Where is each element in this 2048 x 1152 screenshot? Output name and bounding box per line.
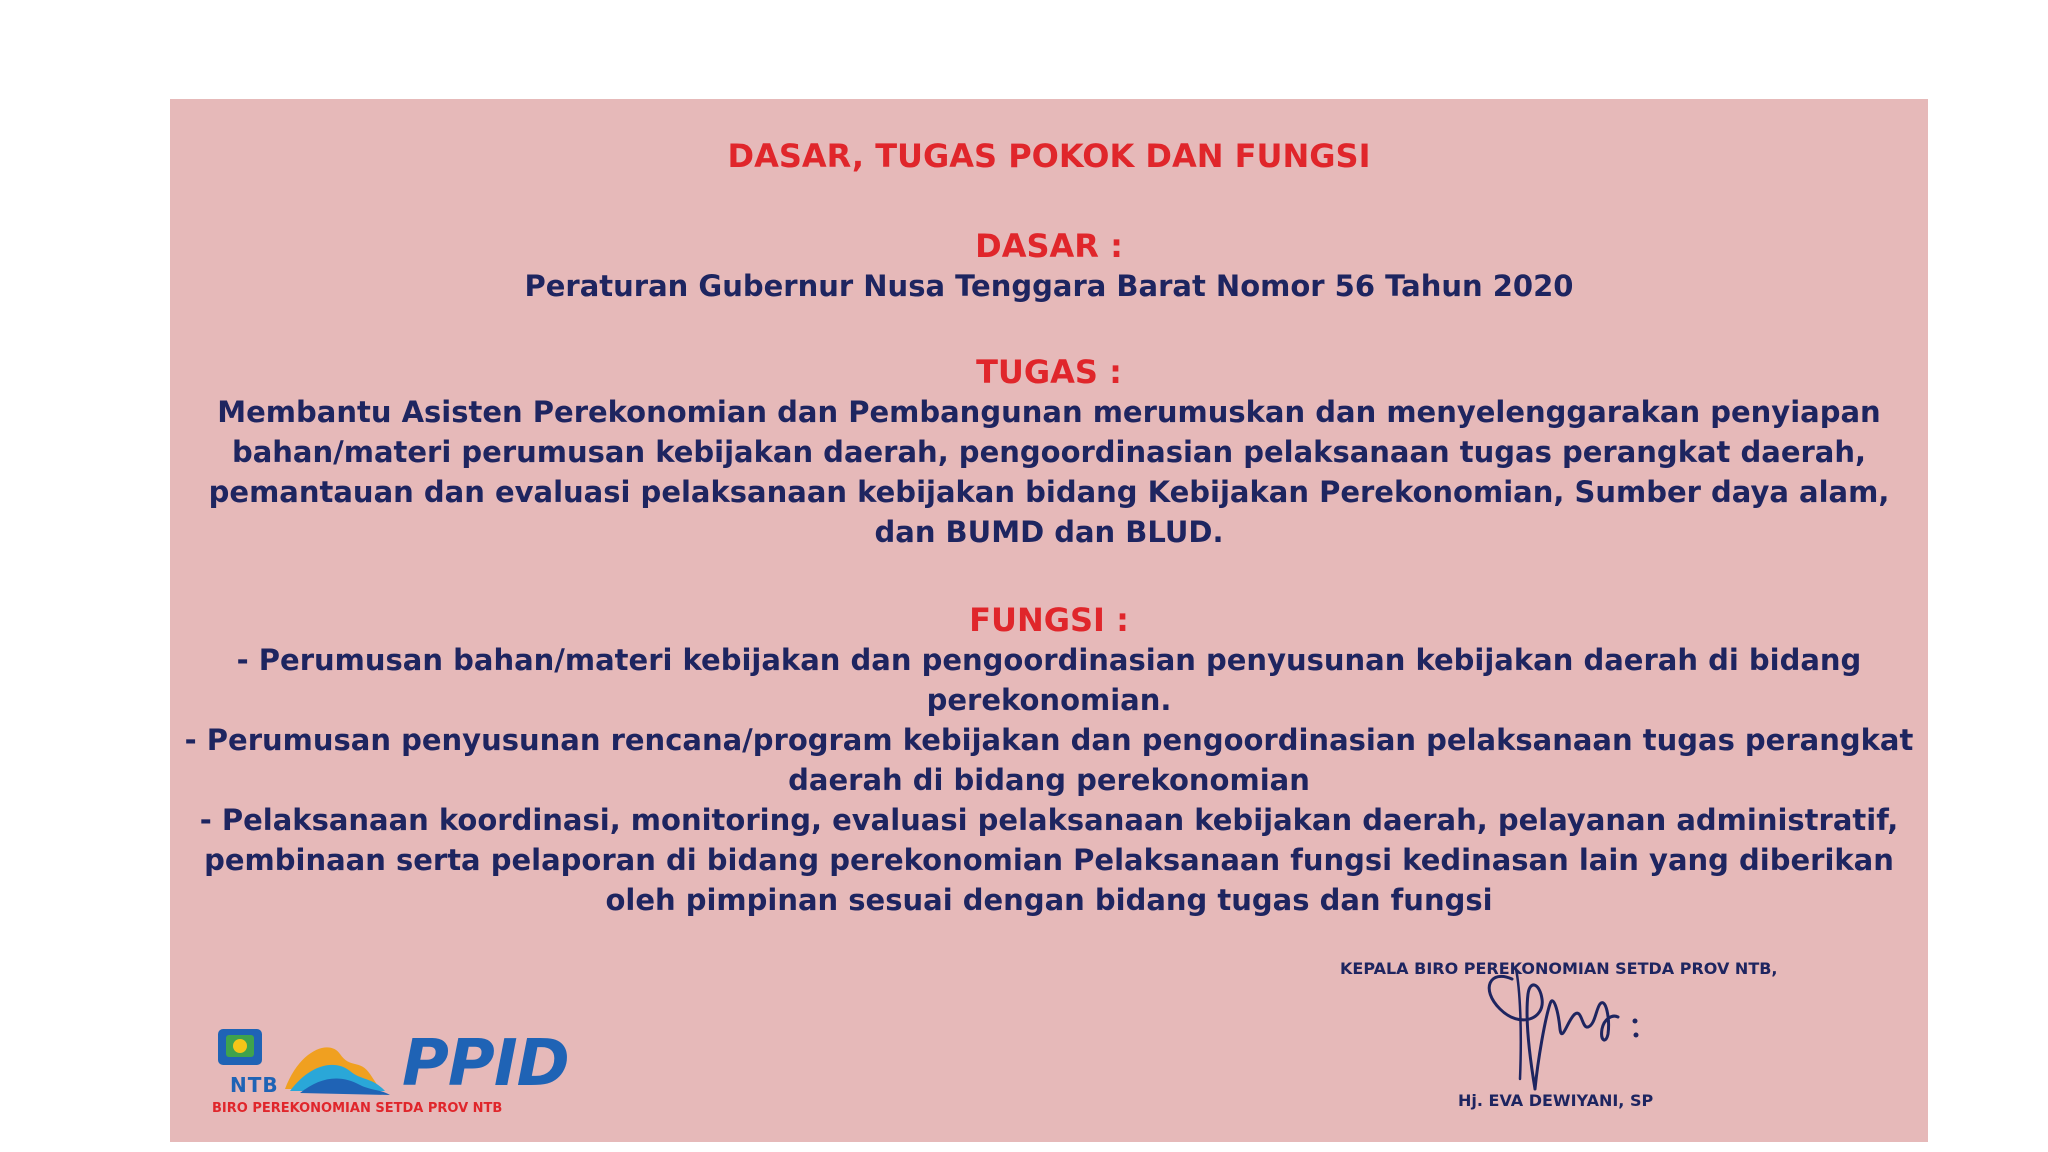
fungsi-line: pembinaan serta pelaporan di bidang perekonomian Pelaksanaan fungsi kedinasan lain yang diberikan: [204, 843, 1894, 877]
tugas-line: bahan/materi perumusan kebijakan daerah, pengoordinasian pelaksanaan tugas perangkat daerah,: [231, 435, 1867, 469]
tugas-heading: TUGAS :: [976, 353, 1122, 391]
signatory-name: Hj. EVA DEWIYANI, SP: [1458, 1091, 1654, 1110]
fungsi-line: perekonomian.: [926, 683, 1172, 717]
fungsi-heading: FUNGSI :: [969, 601, 1129, 639]
dasar-heading: DASAR :: [975, 227, 1123, 265]
dasar-text: Peraturan Gubernur Nusa Tenggara Barat Nomor 56 Tahun 2020: [524, 269, 1574, 303]
tugas-line: Membantu Asisten Perekonomian dan Pembangunan merumuskan dan menyelenggarakan penyiapan: [217, 395, 1881, 429]
tugas-line: dan BUMD dan BLUD.: [874, 515, 1224, 549]
fungsi-line: daerah di bidang perekonomian: [788, 763, 1310, 797]
ppid-logo: [190, 1019, 569, 1129]
logo-ppid-text: PPID: [402, 1027, 569, 1101]
fungsi-line: - Pelaksanaan koordinasi, monitoring, evaluasi pelaksanaan kebijakan daerah, pelayanan administratif,: [199, 803, 1899, 837]
signatory-position: KEPALA BIRO PEREKONOMIAN SETDA PROV NTB,: [1340, 959, 1778, 978]
fungsi-line: oleh pimpinan sesuai dengan bidang tugas dan fungsi: [605, 883, 1493, 917]
fungsi-line: - Perumusan bahan/materi kebijakan dan pengoordinasian penyusunan kebijakan daerah di bidang: [236, 643, 1862, 677]
document-title: DASAR, TUGAS POKOK DAN FUNGSI: [727, 137, 1371, 175]
document-panel: [170, 99, 1928, 1142]
logo-tagline: BIRO PEREKONOMIAN SETDA PROV NTB: [212, 1101, 503, 1116]
tugas-line: pemantauan dan evaluasi pelaksanaan kebijakan bidang Kebijakan Perekonomian, Sumber daya alam,: [208, 475, 1890, 509]
logo-ntb-text: NTB: [230, 1073, 279, 1097]
handwritten-signature: [1450, 949, 1810, 1099]
fungsi-line: - Perumusan penyusunan rencana/program kebijakan dan pengoordinasian pelaksanaan tugas perangkat: [184, 723, 1914, 757]
